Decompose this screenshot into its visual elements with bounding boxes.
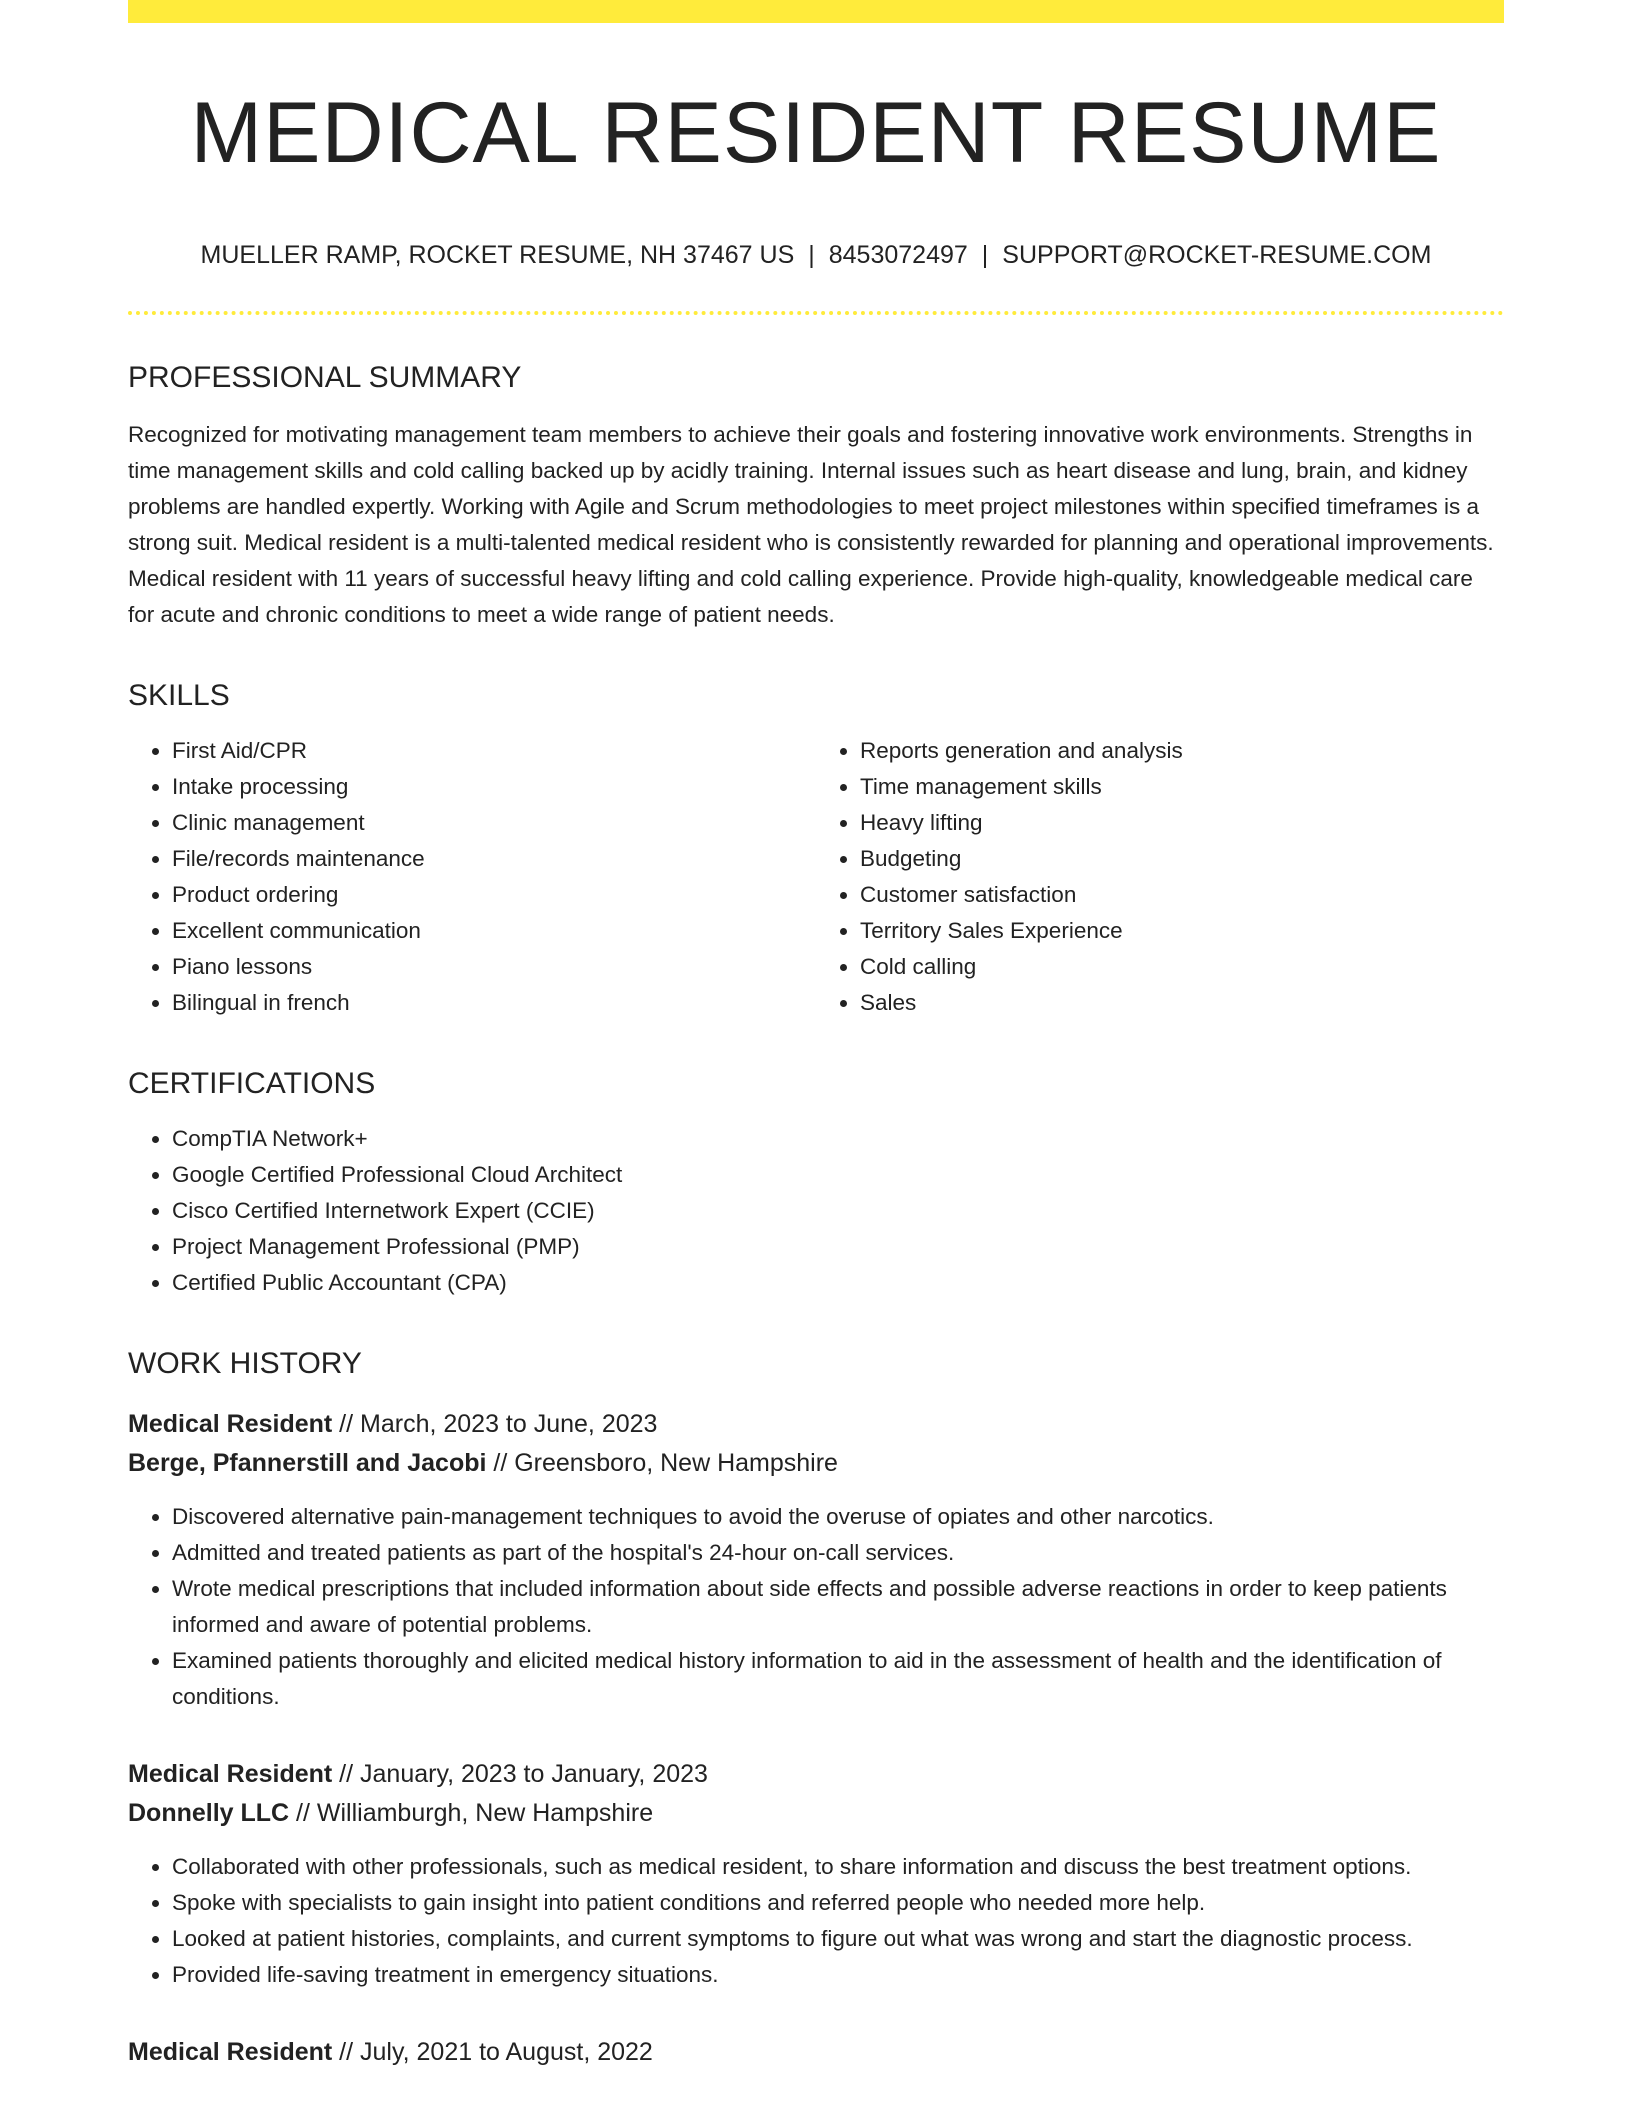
skill-item: • Piano lessons — [172, 949, 816, 985]
skill-item: • Heavy lifting — [860, 805, 1504, 841]
resume-page — [128, 0, 1504, 2072]
job-bullet: • Discovered alternative pain-management techniques to avoid the overuse of opiates and other narcotics. — [172, 1499, 1504, 1535]
job-bullet: • Examined patients thoroughly and elicited medical history information to aid in the assessment of health and the identification of conditions. — [172, 1643, 1504, 1715]
job-title-line — [128, 1405, 1504, 1444]
skill-item: • Sales — [860, 985, 1504, 1021]
contact-separator: | — [808, 241, 815, 269]
job-company: Berge, Pfannerstill and Jacobi — [128, 1449, 487, 1477]
contact-phone: 8453072497 — [828, 241, 968, 269]
skill-item: • Reports generation and analysis — [860, 733, 1504, 769]
skill-item: • First Aid/CPR — [172, 733, 816, 769]
job-company: Donnelly LLC — [128, 1799, 290, 1827]
job-dates: // July, 2021 to August, 2022 — [332, 2038, 653, 2066]
job-dates: // March, 2023 to June, 2023 — [332, 1410, 658, 1438]
job-company-line — [128, 1444, 1504, 1483]
skill-item: • Customer satisfaction — [860, 877, 1504, 913]
summary-text: Recognized for motivating management team members to achieve their goals and fostering innovative work environments. Strengths in time management skills and cold calling backed up by acidly training. Internal issues such as heart disease and lung, brain, and kidney problems are handled expertly. Working with Agile and Scrum methodologies to meet project milestones within specified timeframes is a strong suit. Medical resident is a multi-talented medical resident who is consistently rewarded for planning and operational improvements. Medical resident with 11 years of successful heavy lifting and cold calling experience. Provide high-quality, knowledgeable medical care for acute and chronic conditions to meet a wide range of patient needs. — [128, 422, 1494, 627]
work-history-heading: WORK HISTORY — [128, 1347, 362, 1380]
skills-list-right — [816, 733, 1504, 1021]
skill-item: • Product ordering — [172, 877, 816, 913]
certifications-list — [128, 1121, 1504, 1301]
certification-item: • Google Certified Professional Cloud Architect — [172, 1157, 1504, 1193]
summary-heading: PROFESSIONAL SUMMARY — [128, 361, 522, 394]
certification-item: • Certified Public Accountant (CPA) — [172, 1265, 1504, 1301]
certification-item: • CompTIA Network+ — [172, 1121, 1504, 1157]
job-bullet: • Spoke with specialists to gain insight into patient conditions and referred people who needed more help. — [172, 1885, 1504, 1921]
job-bullet: • Provided life-saving treatment in emergency situations. — [172, 1957, 1504, 1993]
certification-item: • Project Management Professional (PMP) — [172, 1229, 1504, 1265]
certifications-heading: CERTIFICATIONS — [128, 1067, 376, 1100]
job-bullet: • Looked at patient histories, complaints, and current symptoms to figure out what was wrong and start the diagnostic process. — [172, 1921, 1504, 1957]
job-bullet: • Wrote medical prescriptions that included information about side effects and possible adverse reactions in order to keep patients informed and aware of potential problems. — [172, 1571, 1504, 1643]
job-dates: // January, 2023 to January, 2023 — [332, 1760, 708, 1788]
job-entry — [128, 2033, 1504, 2072]
job-title-line — [128, 2033, 1504, 2072]
contact-address: MUELLER RAMP, ROCKET RESUME, NH 37467 US — [200, 241, 795, 269]
job-location: // Williamburgh, New Hampshire — [289, 1799, 654, 1827]
skill-item: • Cold calling — [860, 949, 1504, 985]
skills-heading: SKILLS — [128, 679, 230, 712]
job-title: Medical Resident — [128, 2038, 333, 2066]
job-title: Medical Resident — [128, 1410, 333, 1438]
job-entry — [128, 1405, 1504, 1715]
skills-list-left — [128, 733, 816, 1021]
job-company-line — [128, 1794, 1504, 1833]
skill-item: • File/records maintenance — [172, 841, 816, 877]
job-title-line — [128, 1755, 1504, 1794]
skill-item: • Clinic management — [172, 805, 816, 841]
skill-item: • Excellent communication — [172, 913, 816, 949]
job-bullet: • Collaborated with other professionals, such as medical resident, to share information and discuss the best treatment options. — [172, 1849, 1504, 1885]
certification-item: • Cisco Certified Internetwork Expert (CCIE) — [172, 1193, 1504, 1229]
accent-top-bar — [128, 0, 1504, 23]
job-bullets — [128, 1499, 1504, 1715]
skill-item: • Time management skills — [860, 769, 1504, 805]
contact-line — [128, 239, 1504, 271]
contact-email: SUPPORT@ROCKET-RESUME.COM — [1002, 241, 1432, 269]
job-entry — [128, 1755, 1504, 1993]
skill-item: • Budgeting — [860, 841, 1504, 877]
dotted-divider — [128, 311, 1504, 315]
job-title: Medical Resident — [128, 1760, 333, 1788]
job-location: // Greensboro, New Hampshire — [486, 1449, 838, 1477]
skill-item: • Territory Sales Experience — [860, 913, 1504, 949]
skills-grid — [128, 733, 1504, 1021]
job-bullets — [128, 1849, 1504, 1993]
job-bullet: • Admitted and treated patients as part of the hospital's 24-hour on-call services. — [172, 1535, 1504, 1571]
skill-item: • Intake processing — [172, 769, 816, 805]
contact-separator: | — [981, 241, 989, 269]
skill-item: • Bilingual in french — [172, 985, 816, 1021]
resume-title: MEDICAL RESIDENT RESUME — [190, 85, 1442, 181]
